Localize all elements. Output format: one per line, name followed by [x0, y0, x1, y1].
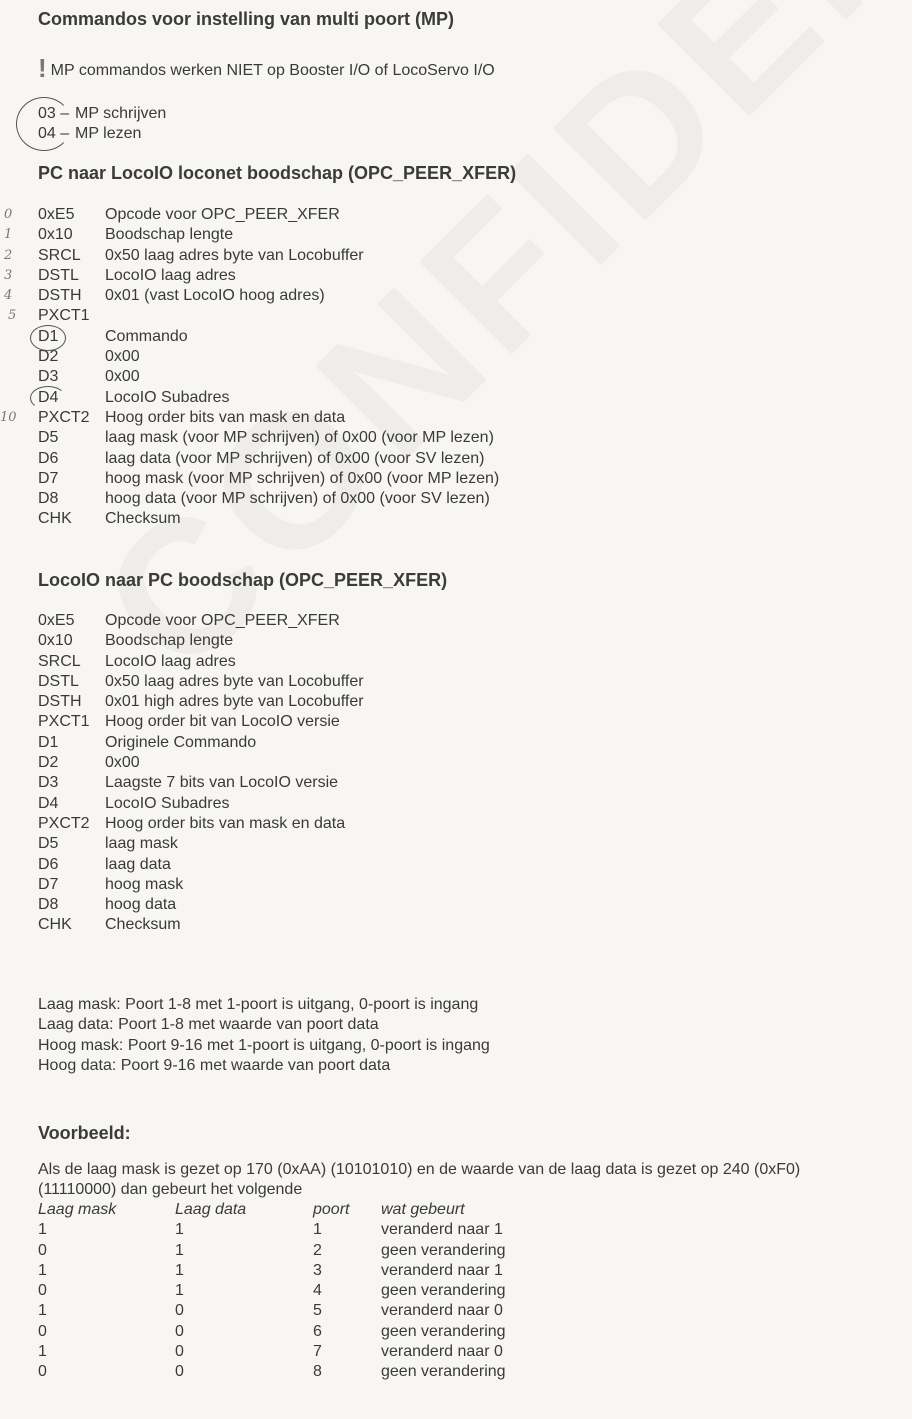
- table-row: [38, 388, 598, 408]
- margin-number: 0: [4, 207, 13, 222]
- warning-text: MP commandos werken NIET op Booster I/O of LocoServo I/O: [50, 62, 495, 79]
- table-row: [38, 225, 598, 245]
- table-row: [38, 367, 598, 387]
- note-line: Laag data: Poort 1-8 met waarde van poort data: [38, 1016, 379, 1034]
- table-cell: 1: [38, 1221, 47, 1239]
- table-row: [38, 1301, 598, 1321]
- field-code: PXCT1: [38, 307, 90, 325]
- table-row: [38, 1241, 598, 1261]
- column-header: Laag mask: [38, 1201, 117, 1218]
- field-description: Hoog order bits van mask en data: [105, 814, 346, 832]
- command-item: [38, 124, 338, 144]
- hand-drawn-circle: [16, 97, 72, 151]
- field-code: PXCT2: [38, 408, 90, 426]
- table-cell: 3: [313, 1261, 322, 1279]
- field-code: 0x10: [38, 226, 73, 244]
- column-header: poort: [313, 1201, 350, 1218]
- table-row: [38, 509, 598, 529]
- field-code: D7: [38, 875, 59, 893]
- field-description: Boodschap lengte: [105, 226, 234, 244]
- table-row: [38, 1220, 598, 1240]
- field-description: Commando: [105, 327, 188, 345]
- field-description: laag mask (voor MP schrijven) of 0x00 (voor MP lezen): [105, 429, 494, 447]
- table-row: [38, 631, 598, 651]
- command-code: 03 –: [38, 105, 70, 122]
- table-row: [38, 469, 598, 489]
- table-cell: 1: [175, 1261, 184, 1279]
- field-code: 0xE5: [38, 612, 75, 629]
- field-description: 0x00: [105, 754, 140, 772]
- table-cell: 1: [38, 1343, 47, 1361]
- field-code: D4: [38, 388, 59, 406]
- table-cell: 1: [313, 1221, 322, 1239]
- field-code: D1: [38, 733, 59, 751]
- field-description: Opcode voor OPC_PEER_XFER: [105, 612, 340, 629]
- margin-number: 10: [0, 410, 17, 425]
- field-code: D6: [38, 855, 59, 873]
- field-code: D3: [38, 774, 59, 792]
- table-row: [38, 306, 598, 326]
- field-code: D2: [38, 348, 59, 366]
- table-cell: veranderd naar 1: [381, 1221, 503, 1239]
- table-cell: geen verandering: [381, 1363, 506, 1381]
- field-code: D8: [38, 896, 59, 914]
- table-row: [38, 347, 598, 367]
- column-header: Laag data: [175, 1201, 247, 1218]
- table-row: [38, 327, 598, 347]
- command-list: [38, 104, 338, 145]
- field-code: D7: [38, 469, 59, 487]
- example-heading: Voorbeeld:: [38, 1123, 131, 1143]
- pc-to-locoio-table: [38, 205, 598, 530]
- table-row: [38, 428, 598, 448]
- margin-number: 4: [4, 288, 13, 303]
- table-row: [38, 652, 598, 672]
- table-cell: 7: [313, 1343, 322, 1361]
- command-label: MP lezen: [75, 125, 142, 143]
- margin-number: 2: [4, 248, 13, 263]
- field-description: hoog data: [105, 896, 177, 914]
- table-cell: veranderd naar 1: [381, 1261, 503, 1279]
- field-description: Checksum: [105, 510, 181, 528]
- table-row: [38, 449, 598, 469]
- table-cell: 0: [38, 1363, 47, 1381]
- table-header: [38, 1200, 598, 1220]
- field-description: Opcode voor OPC_PEER_XFER: [105, 206, 340, 223]
- table-cell: 0: [175, 1363, 184, 1381]
- field-description: laag data: [105, 855, 171, 873]
- section-heading-locoio-to-pc: LocoIO naar PC boodschap (OPC_PEER_XFER): [38, 570, 448, 590]
- field-code: D6: [38, 449, 59, 467]
- field-code: CHK: [38, 916, 72, 934]
- command-item: [38, 104, 338, 124]
- field-code: D1: [38, 327, 59, 345]
- table-row: [38, 712, 598, 732]
- table-cell: 1: [175, 1241, 184, 1259]
- field-description: hoog data (voor MP schrijven) of 0x00 (voor SV lezen): [105, 490, 490, 508]
- table-row: [38, 489, 598, 509]
- margin-number: 5: [8, 308, 17, 323]
- exclamation-icon: !: [38, 53, 47, 83]
- field-code: SRCL: [38, 246, 81, 264]
- table-row: [38, 611, 598, 631]
- field-description: 0x50 laag adres byte van Locobuffer: [105, 246, 364, 264]
- table-cell: 1: [38, 1261, 47, 1279]
- field-code: D3: [38, 368, 59, 386]
- field-description: Laagste 7 bits van LocoIO versie: [105, 774, 339, 792]
- field-description: 0x50 laag adres byte van Locobuffer: [105, 672, 364, 690]
- table-cell: geen verandering: [381, 1282, 506, 1300]
- field-code: DSTH: [38, 287, 82, 305]
- table-row: [38, 286, 598, 306]
- field-code: D8: [38, 490, 59, 508]
- table-cell: veranderd naar 0: [381, 1343, 503, 1361]
- table-cell: 0: [175, 1302, 184, 1320]
- table-row: [38, 834, 598, 854]
- table-row: [38, 1261, 598, 1281]
- field-description: 0x00: [105, 348, 140, 366]
- table-cell: 1: [175, 1221, 184, 1239]
- field-description: hoog mask (voor MP schrijven) of 0x00 (voor MP lezen): [105, 469, 500, 487]
- table-cell: 8: [313, 1363, 322, 1381]
- locoio-to-pc-table: [38, 611, 598, 936]
- table-row: [38, 205, 598, 225]
- field-code: DSTL: [38, 672, 79, 690]
- field-description: Checksum: [105, 916, 181, 934]
- hand-drawn-circle: [30, 386, 66, 410]
- example-intro: [38, 1160, 800, 1201]
- field-code: 0x10: [38, 632, 73, 650]
- field-description: Hoog order bit van LocoIO versie: [105, 713, 340, 731]
- table-row: [38, 408, 598, 428]
- table-row: [38, 692, 598, 712]
- field-description: Boodschap lengte: [105, 632, 234, 650]
- field-code: SRCL: [38, 652, 81, 670]
- table-row: [38, 1281, 598, 1301]
- note-line: Laag mask: Poort 1-8 met 1-poort is uitgang, 0-poort is ingang: [38, 996, 479, 1013]
- notes: [38, 995, 490, 1076]
- table-row: [38, 246, 598, 266]
- field-code: PXCT1: [38, 713, 90, 731]
- table-cell: geen verandering: [381, 1241, 506, 1259]
- table-row: [38, 773, 598, 793]
- field-code: PXCT2: [38, 814, 90, 832]
- field-code: DSTL: [38, 266, 79, 284]
- table-row: [38, 733, 598, 753]
- table-row: [38, 1362, 598, 1382]
- table-cell: 6: [313, 1322, 322, 1340]
- field-description: laag mask: [105, 835, 178, 853]
- field-code: DSTH: [38, 693, 82, 711]
- field-code: D2: [38, 754, 59, 772]
- command-code: 04 –: [38, 125, 70, 143]
- example-intro-line: (11110000) dan gebeurt het volgende: [38, 1181, 303, 1199]
- table-row: [38, 814, 598, 834]
- table-cell: 0: [175, 1322, 184, 1340]
- field-code: D4: [38, 794, 59, 812]
- warning-line: [38, 53, 495, 83]
- margin-number: 3: [4, 268, 13, 283]
- margin-number: 1: [4, 227, 13, 242]
- table-row: [38, 753, 598, 773]
- note-line: Hoog mask: Poort 9-16 met 1-poort is uitgang, 0-poort is ingang: [38, 1036, 490, 1054]
- example-table: [38, 1200, 598, 1383]
- column-header: wat gebeurt: [381, 1201, 465, 1218]
- field-description: 0x01 (vast LocoIO hoog adres): [105, 287, 325, 305]
- table-cell: 1: [175, 1282, 184, 1300]
- table-row: [38, 1342, 598, 1362]
- table-cell: 1: [38, 1302, 47, 1320]
- table-row: [38, 672, 598, 692]
- example-intro-line: Als de laag mask is gezet op 170 (0xAA) (10101010) en de waarde van de laag data is gezet op 240 (0xF0): [38, 1161, 801, 1178]
- field-code: D5: [38, 835, 59, 853]
- field-code: D5: [38, 429, 59, 447]
- field-description: 0x01 high adres byte van Locobuffer: [105, 693, 364, 711]
- field-description: Originele Commando: [105, 733, 257, 751]
- table-cell: veranderd naar 0: [381, 1302, 503, 1320]
- table-cell: 5: [313, 1302, 322, 1320]
- field-description: 0x00: [105, 368, 140, 386]
- table-row: [38, 875, 598, 895]
- table-row: [38, 266, 598, 286]
- field-code: CHK: [38, 510, 72, 528]
- page-title: Commandos voor instelling van multi poort (MP): [38, 9, 455, 29]
- table-cell: 0: [175, 1343, 184, 1361]
- field-description: LocoIO Subadres: [105, 388, 230, 406]
- table-cell: 0: [38, 1322, 47, 1340]
- field-description: LocoIO laag adres: [105, 266, 236, 284]
- field-description: hoog mask: [105, 875, 184, 893]
- field-description: Hoog order bits van mask en data: [105, 408, 346, 426]
- section-heading-pc-to-locoio: PC naar LocoIO loconet boodschap (OPC_PEER_XFER): [38, 163, 517, 183]
- field-description: LocoIO Subadres: [105, 794, 230, 812]
- field-code: 0xE5: [38, 206, 75, 223]
- table-cell: geen verandering: [381, 1322, 506, 1340]
- table-row: [38, 915, 598, 935]
- table-row: [38, 794, 598, 814]
- field-description: laag data (voor MP schrijven) of 0x00 (voor SV lezen): [105, 449, 485, 467]
- table-row: [38, 895, 598, 915]
- table-cell: 4: [313, 1282, 322, 1300]
- table-row: [38, 1322, 598, 1342]
- hand-drawn-circle: [30, 325, 66, 351]
- table-row: [38, 855, 598, 875]
- table-cell: 0: [38, 1282, 47, 1300]
- field-description: LocoIO laag adres: [105, 652, 236, 670]
- table-cell: 0: [38, 1241, 47, 1259]
- table-cell: 2: [313, 1241, 322, 1259]
- command-label: MP schrijven: [75, 105, 167, 122]
- note-line: Hoog data: Poort 9-16 met waarde van poort data: [38, 1056, 391, 1074]
